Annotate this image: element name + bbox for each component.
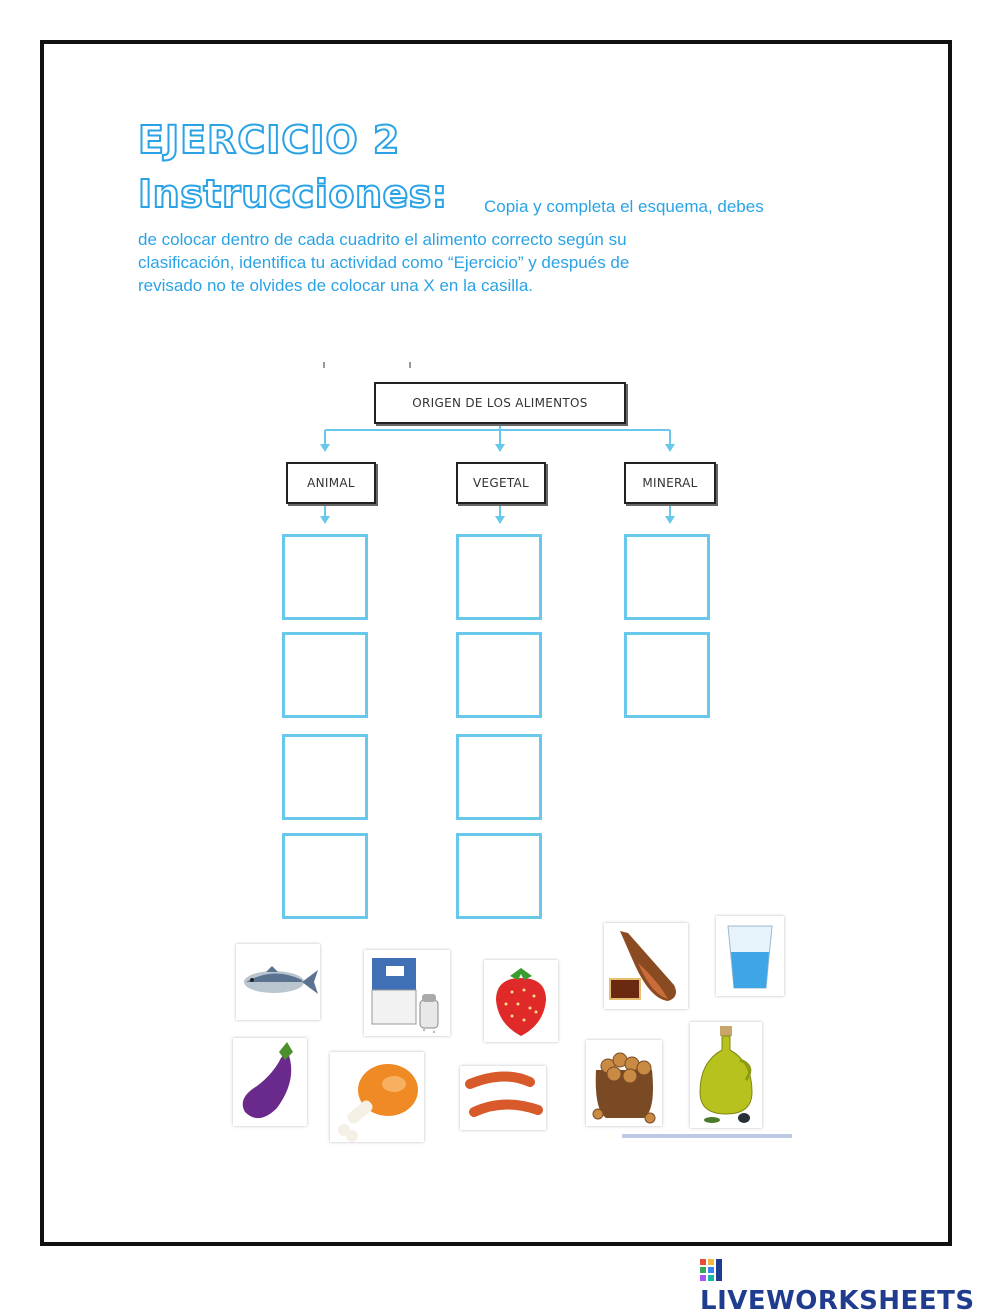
- brand-logo: [700, 1256, 1000, 1316]
- olive-oil-card[interactable]: [690, 1022, 762, 1128]
- vegetal-slot-3[interactable]: [456, 734, 542, 820]
- instructions-line-1: Copia y completa el esquema, debes: [484, 197, 764, 216]
- chicken-leg-icon: [330, 1052, 424, 1142]
- chicken-leg-card[interactable]: [330, 1052, 424, 1142]
- instructions-heading: Instrucciones:: [138, 172, 448, 216]
- category-animal: ANIMAL: [286, 462, 376, 504]
- fish-card[interactable]: [236, 944, 320, 1020]
- nuts-sack-icon: [586, 1040, 662, 1126]
- mineral-slot-2[interactable]: [624, 632, 710, 718]
- olive-oil-icon: [690, 1022, 762, 1128]
- liveworksheets-logo-icon: [700, 1259, 722, 1281]
- animal-slot-1[interactable]: [282, 534, 368, 620]
- category-mineral: MINERAL: [624, 462, 716, 504]
- sausages-card[interactable]: [460, 1066, 546, 1130]
- vegetal-slot-2[interactable]: [456, 632, 542, 718]
- salt-icon: [364, 950, 450, 1036]
- brand-name: LIVEWORKSHEETS: [700, 1286, 975, 1316]
- ham-icon: [604, 923, 688, 1009]
- category-vegetal: VEGETAL: [456, 462, 546, 504]
- mineral-slot-1[interactable]: [624, 534, 710, 620]
- animal-slot-4[interactable]: [282, 833, 368, 919]
- ham-card[interactable]: [604, 923, 688, 1009]
- nuts-card[interactable]: [586, 1040, 662, 1126]
- vegetal-slot-4[interactable]: [456, 833, 542, 919]
- salt-card[interactable]: [364, 950, 450, 1036]
- eggplant-card[interactable]: [233, 1038, 307, 1126]
- instructions-line-4: revisado no te olvides de colocar una X en la casilla.: [138, 276, 534, 295]
- fish-icon: [236, 944, 320, 1020]
- instructions-line-2: de colocar dentro de cada cuadrito el alimento correcto según su: [138, 230, 627, 249]
- water-card[interactable]: [716, 916, 784, 996]
- strawberry-icon: [484, 960, 558, 1042]
- vegetal-slot-1[interactable]: [456, 534, 542, 620]
- strawberry-card[interactable]: [484, 960, 558, 1042]
- sausages-icon: [460, 1066, 546, 1130]
- instructions-line-3: clasificación, identifica tu actividad como “Ejercicio” y después de: [138, 253, 630, 272]
- exercise-title: EJERCICIO 2: [138, 118, 401, 162]
- animal-slot-3[interactable]: [282, 734, 368, 820]
- animal-slot-2[interactable]: [282, 632, 368, 718]
- water-glass-icon: [716, 916, 784, 996]
- watermark-strip: [622, 1132, 792, 1142]
- root-node: ORIGEN DE LOS ALIMENTOS: [374, 382, 626, 424]
- eggplant-icon: [233, 1038, 307, 1126]
